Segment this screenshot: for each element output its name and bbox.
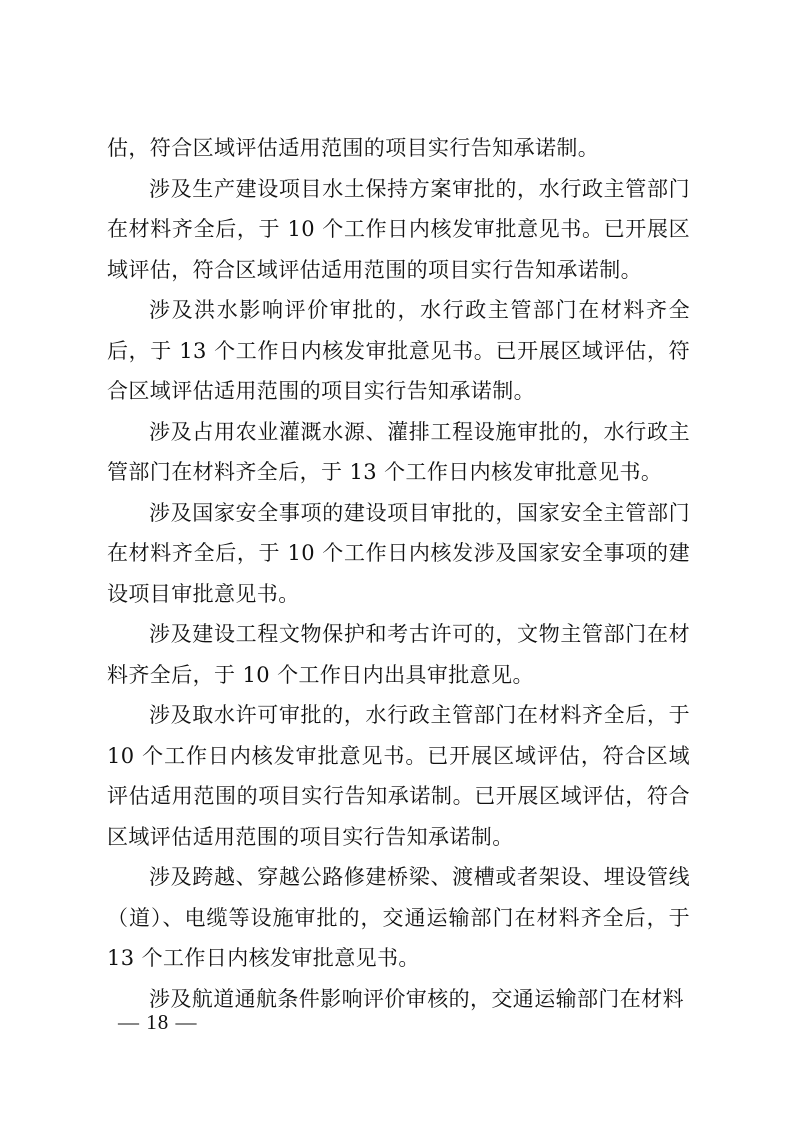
paragraph-waterway: 涉及航道通航条件影响评价审核的，交通运输部门在材料	[149, 986, 684, 1011]
page-number: — 18 —	[118, 1010, 198, 1034]
body-text	[107, 128, 690, 1019]
paragraph-water-permit: 涉及取水许可审批的，水行政主管部门在材料齐全后，于 10 个工作日内核发审批意见书。已开展区域评估，符合区域评估适用范围的项目实行告知承诺制。已开展区域评估，符合区域评估适用范围的项目实行告知承诺制。	[107, 703, 690, 849]
paragraph-cultural-relics: 涉及建设工程文物保护和考古许可的，文物主管部门在材料齐全后，于 10 个工作日内出具审批意见。	[107, 622, 690, 687]
paragraph-soil-conservation: 涉及生产建设项目水土保持方案审批的，水行政主管部门在材料齐全后，于 10 个工作日内核发审批意见书。已开展区域评估，符合区域评估适用范围的项目实行告知承诺制。	[107, 176, 690, 282]
paragraph-highway-crossing: 涉及跨越、穿越公路修建桥梁、渡槽或者架设、埋设管线（道）、电缆等设施审批的，交通运输部门在材料齐全后，于 13 个工作日内核发审批意见书。	[107, 865, 690, 970]
paragraph-continuation: 估，符合区域评估适用范围的项目实行告知承诺制。	[107, 136, 600, 160]
paragraph-national-security: 涉及国家安全事项的建设项目审批的，国家安全主管部门在材料齐全后，于 10 个工作日内核发涉及国家安全事项的建设项目审批意见书。	[107, 500, 690, 606]
paragraph-flood-impact: 涉及洪水影响评价审批的，水行政主管部门在材料齐全后，于 13 个工作日内核发审批意见书。已开展区域评估，符合区域评估适用范围的项目实行告知承诺制。	[107, 298, 690, 403]
paragraph-irrigation: 涉及占用农业灌溉水源、灌排工程设施审批的，水行政主管部门在材料齐全后，于 13 个工作日内核发审批意见书。	[107, 419, 690, 484]
